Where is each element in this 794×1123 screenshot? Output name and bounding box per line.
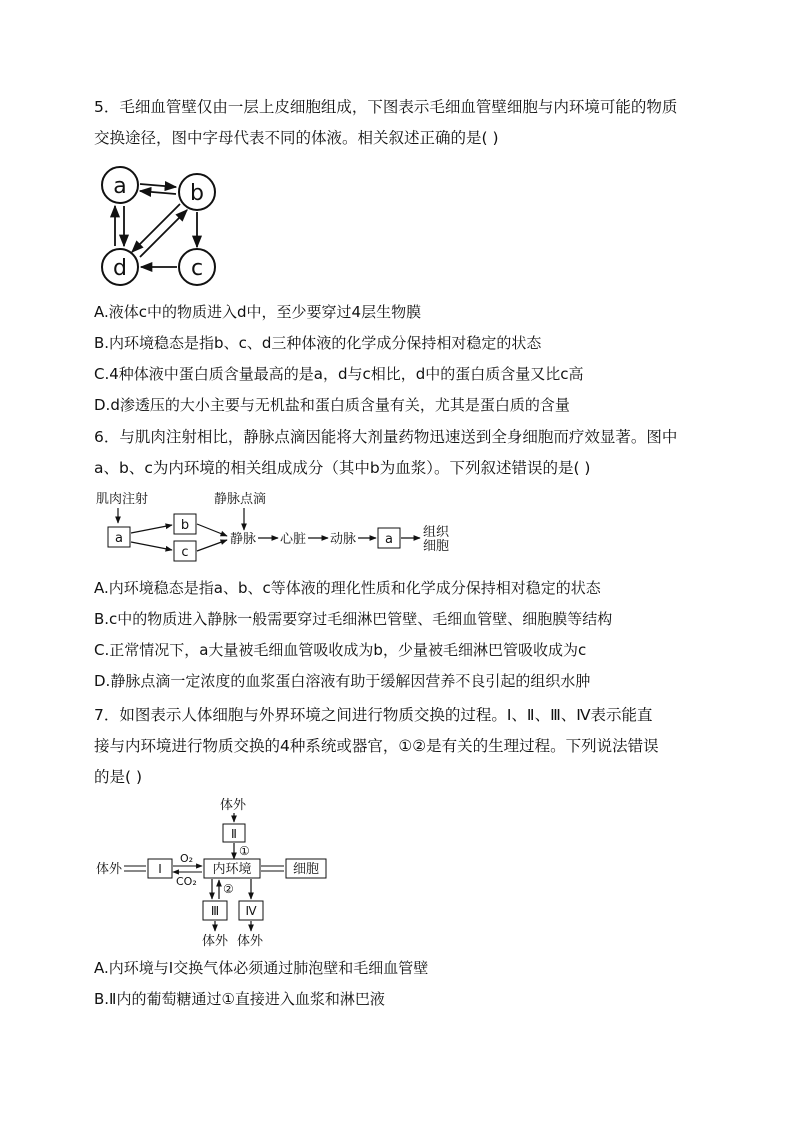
svg-text:Ⅱ: Ⅱ bbox=[231, 827, 237, 841]
q7-diagram bbox=[94, 793, 334, 949]
q6-label-tissue-line1: 组织 bbox=[423, 525, 450, 540]
q5-diagram bbox=[96, 156, 220, 292]
q7-option-b: B.Ⅱ内的葡萄糖通过①直接进入血浆和淋巴液 bbox=[94, 990, 385, 1008]
q7-label-outside-bottom-2: 体外 bbox=[237, 934, 264, 949]
svg-text:a: a bbox=[385, 532, 393, 547]
q6-stem-line2: a、b、c为内环境的相关组成成分（其中b为血浆）。下列叙述错误的是( ) bbox=[94, 459, 591, 477]
svg-text:Ⅰ: Ⅰ bbox=[158, 862, 162, 876]
q6-label-tissue-line2: 细胞 bbox=[423, 539, 450, 554]
q7-stem-line3: 的是( ) bbox=[94, 768, 143, 786]
q6-option-a: A.内环境稳态是指a、b、c等体液的理化性质和化学成分保持相对稳定的状态 bbox=[94, 579, 601, 597]
q7-stem-line2: 接与内环境进行物质交换的4种系统或器官，①②是有关的生理过程。下列说法错误 bbox=[94, 737, 659, 755]
q6-label-iv-drip: 静脉点滴 bbox=[214, 492, 267, 507]
q5-node-a bbox=[102, 167, 138, 203]
svg-text:a: a bbox=[113, 174, 127, 199]
q5-node-b bbox=[179, 174, 215, 210]
svg-text:b: b bbox=[180, 518, 190, 533]
q5-arrow-b-to-a bbox=[140, 191, 176, 194]
q5-stem-line1: 5．毛细血管壁仅由一层上皮细胞组成，下图表示毛细血管壁细胞与内环境可能的物质 bbox=[94, 98, 678, 116]
q7-label-co2: CO₂ bbox=[176, 875, 197, 888]
svg-text:c: c bbox=[190, 256, 204, 281]
svg-text:a: a bbox=[115, 531, 123, 546]
svg-text:细胞: 细胞 bbox=[292, 862, 320, 877]
q7-label-process-2: ② bbox=[223, 882, 234, 896]
q7-stem-line1: 7．如图表示人体细胞与外界环境之间进行物质交换的过程。Ⅰ、Ⅱ、Ⅲ、Ⅳ表示能直 bbox=[94, 706, 653, 724]
q5-option-c: C.4种体液中蛋白质含量最高的是a，d与c相比，d中的蛋白质含量又比c高 bbox=[94, 365, 584, 383]
q6-diagram bbox=[94, 486, 474, 566]
q5-arrow-d-to-b bbox=[140, 210, 187, 257]
q5-stem-line2: 交换途径，图中字母代表不同的体液。相关叙述正确的是( ) bbox=[94, 129, 499, 147]
q7-label-outside-bottom-1: 体外 bbox=[202, 934, 229, 949]
svg-text:Ⅳ: Ⅳ bbox=[245, 904, 257, 918]
q7-option-a: A.内环境与Ⅰ交换气体必须通过肺泡壁和毛细血管壁 bbox=[94, 959, 429, 977]
q7-label-outside-left: 体外 bbox=[96, 862, 123, 877]
q5-option-a: A.液体c中的物质进入d中，至少要穿过4层生物膜 bbox=[94, 303, 422, 321]
svg-text:内环境: 内环境 bbox=[212, 862, 252, 877]
q7-label-o2: O₂ bbox=[180, 852, 194, 865]
q6-label-vein: 静脉 bbox=[230, 532, 257, 547]
q5-node-c bbox=[179, 249, 215, 285]
svg-text:b: b bbox=[190, 181, 204, 206]
q5-arrow-b-to-d bbox=[132, 204, 180, 252]
q7-label-process-1: ① bbox=[239, 844, 250, 858]
q6-option-d: D.静脉点滴一定浓度的血浆蛋白溶液有助于缓解因营养不良引起的组织水肿 bbox=[94, 672, 591, 690]
q6-label-artery: 动脉 bbox=[330, 532, 357, 547]
q6-label-muscle-injection: 肌肉注射 bbox=[96, 492, 149, 507]
q5-arrow-a-to-b bbox=[140, 184, 176, 187]
q5-option-d: D.d渗透压的大小主要与无机盐和蛋白质含量有关，尤其是蛋白质的含量 bbox=[94, 396, 570, 414]
q6-label-heart: 心脏 bbox=[280, 532, 307, 547]
svg-text:Ⅲ: Ⅲ bbox=[210, 904, 220, 918]
q6-option-b: B.c中的物质进入静脉一般需要穿过毛细淋巴管壁、毛细血管壁、细胞膜等结构 bbox=[94, 610, 613, 628]
q5-option-b: B.内环境稳态是指b、c、d三种体液的化学成分保持相对稳定的状态 bbox=[94, 334, 542, 352]
svg-text:d: d bbox=[113, 256, 127, 281]
q5-node-d bbox=[102, 249, 138, 285]
q6-option-c: C.正常情况下，a大量被毛细血管吸收成为b，少量被毛细淋巴管吸收成为c bbox=[94, 641, 587, 659]
q6-stem-line1: 6．与肌肉注射相比，静脉点滴因能将大剂量药物迅速送到全身细胞而疗效显著。图中 bbox=[94, 428, 678, 446]
q7-label-outside-top: 体外 bbox=[220, 798, 247, 813]
svg-text:c: c bbox=[181, 545, 189, 560]
